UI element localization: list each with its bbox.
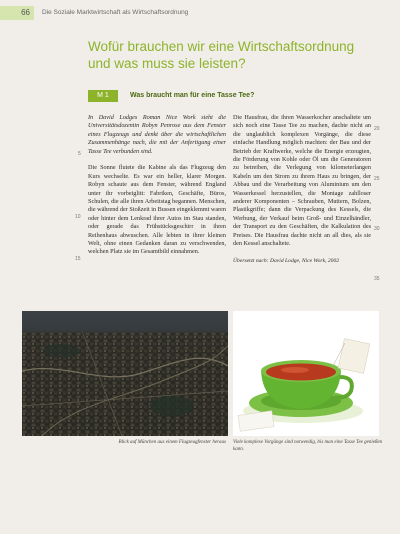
line-number: 25	[374, 176, 380, 182]
material-title: Was braucht man für eine Tasse Tee?	[130, 92, 255, 99]
page-number: 66	[0, 6, 34, 20]
running-header	[0, 6, 400, 20]
material-heading	[88, 90, 300, 102]
line-number: 30	[374, 226, 380, 232]
caption-left: Blick auf München aus einem Flugzeugfenster heraus	[118, 440, 226, 445]
line-number: 35	[374, 276, 380, 282]
line-number: 15	[75, 256, 81, 262]
line-number: 20	[374, 126, 380, 132]
running-head-text: Die Soziale Marktwirtschaft als Wirtschaftsordnung	[42, 9, 189, 16]
text-column-left	[88, 114, 226, 265]
intro-paragraph: In David Lodges Roman Nice Work sieht die Universitätsdozentin Robyn Penrose aus dem Fenster eines Flugzeugs und denkt über die wirtschaftlichen Zusammenhänge nach, die mit der Anfertigung einer Tasse Tee verbunden sind.	[88, 114, 226, 155]
text-column-right	[233, 114, 371, 274]
title-line-2: und was muss sie leisten?	[88, 56, 246, 71]
tea-cup-photo	[233, 311, 379, 436]
title-line-1: Wofür brauchen wir eine Wirtschaftsordnung	[88, 39, 355, 54]
caption-right: Viele komplexe Vorgänge sind notwendig, bis man eine Tasse Tee genießen kann.	[233, 440, 383, 452]
line-number: 10	[75, 214, 81, 220]
page-title	[88, 38, 388, 72]
source-note: Übersetzt nach: David Lodge, Nice Work, 2002	[233, 257, 340, 264]
aerial-city-photo	[22, 311, 228, 436]
material-label: M 1	[88, 90, 118, 102]
body-paragraph-1: Die Sonne flutete die Kabine als das Flugzeug den Kurs wechselte. Es war ein heller, klarer Morgen. Robyn schaute aus dem Fenster, während England unter ihr vorbeiglitt: Fabriken, Geschäfte, Büros, Schulen, die alle ihren Arbeitstag begannen. Menschen, die während der Stoßzeit in Bussen eingeklemmt waren oder hinter dem Lenkrad ihrer Autos im Stau standen, oder gerade das Frühstücksgeschirr in ihren Reihenhaus abwuschen. Alle lebten in ihrer kleinen Welt, ohne einen Gedanken daran zu verschwenden, welchen Platz sie im Gesamtbild einnahmen.	[88, 164, 226, 256]
line-number: 5	[78, 151, 81, 157]
body-paragraph-2: Die Hausfrau, die ihren Wasserkocher anschaltete um sich noch eine Tasse Tee zu machen, dachte nicht an die unglaublich komplexen Vorgänge, die diese einfache Handlung möglich machten: der Bau und der Betrieb der Kraftwerke, welche die Energie erzeugten, die Förderung von Kohle oder Öl um die Generatoren zu betreiben, die Verlegung von kilometerlangen Kabeln um den Strom zu ihrem Haus zu bringen, der Abbau und die Verarbeitung von Aluminium um den Wasserkessel herzustellen, die Montage zahlloser anderer Komponenten – Schrauben, Muttern, Bolzen, Plastikgriffe; dann die Verpackung des Kessels, die Werbung, der Verkauf beim Groß- und Einzelhändler, der Transport zu den Geschäften, die Kalkulation des Preises. Die Hausfrau dachte nicht an all dies, als sie den Kessel anschaltete.	[233, 114, 371, 248]
